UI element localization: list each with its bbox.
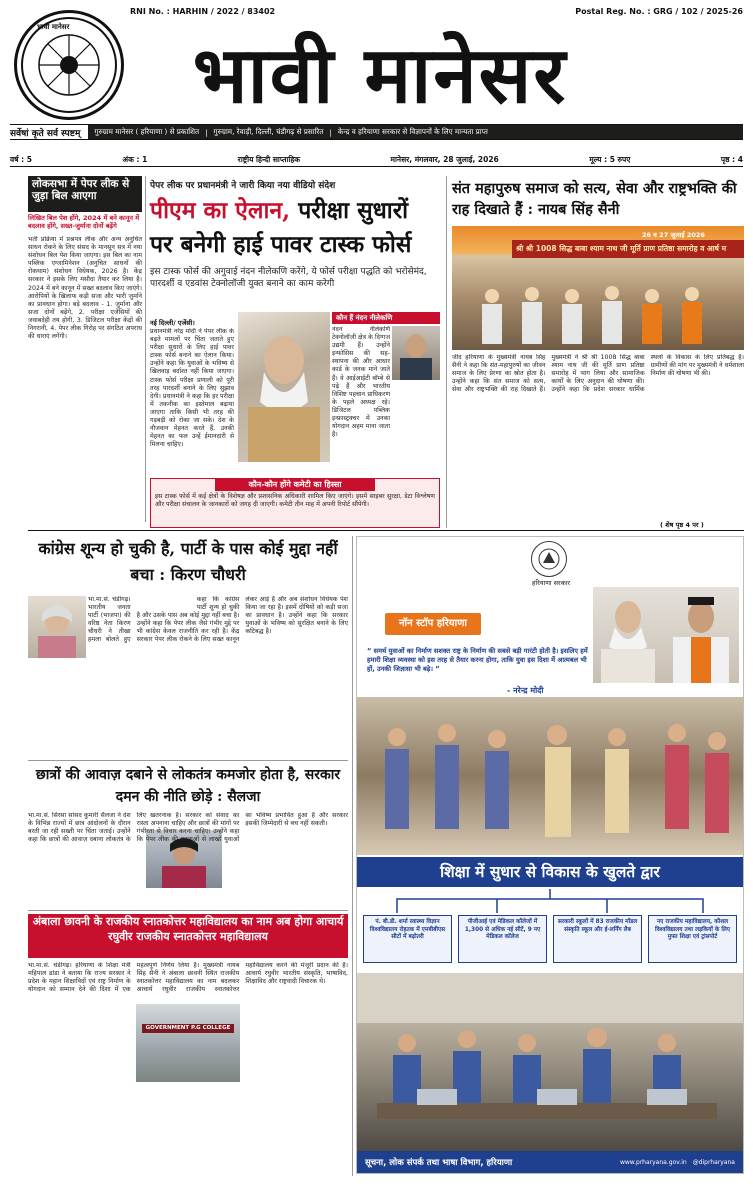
- congress-story-title: कांग्रेस शून्य हो चुकी है, पार्टी के पास कोई मुद्दा नहीं बचा : किरण चौधरी: [38, 539, 338, 584]
- modi-ad-photo: [593, 587, 663, 683]
- right-story-body: जींद हरियाणा के मुख्यमंत्री नायब सिंह सैनी ने कहा कि संत-महापुरुषों का जीवन समाज के लिए प्रेरणा का स्रोत होता है। उन्होंने कहा कि संत समाज को सत्य, सेवा और राष्ट्रभक्ति की राह दिखाते हैं। मुख्यमंत्री ने श्री श्री 1008 सिद्ध बाबा श्याम नाथ जी की मूर्ति प्राण प्रतिष्ठा समारोह में भाग लिया और सामाजिक कार्यों के लिए अनुदान की घोषणा की। उन्होंने कहा कि प्रदेश सरकार धार्मिक स्थलों के विकास के लिए प्रतिबद्ध है। ग्रामीणों की मांग पर मुख्यमंत्री ने धर्मशाला निर्माण की घोषणा भी की।: [452, 354, 744, 394]
- government-advertisement: [356, 536, 744, 1174]
- profile-body: नंदन नीलेकणि टेक्नोलॉजी क्षेत्र के दिग्गज उद्यमी हैं। उन्होंने इन्फोसिस की सह-स्थापना की और आधार कार्ड के जनक माने जाते हैं। वे आईआईटी बॉम्बे से पढ़े हैं और भारतीय विशिष्ट पहचान प्राधिकरण के पहले अध्यक्ष रहे। डिजिटल पब्लिक इन्फ्रास्ट्रक्चर में उनका योगदान अहम माना जाता है।: [332, 326, 390, 439]
- haryana-logo-text: हरियाणा सरकार: [531, 579, 571, 587]
- ad-feature-box: पीजीआई एवं मेडिकल कॉलेजों में 1,300 से अधिक नई सीटें, 9 नए मेडिकल कॉलेज: [458, 915, 547, 963]
- committee-body: इस टास्क फोर्स में कई क्षेत्रों के विशेषज्ञ और प्रशासनिक अधिकारी शामिल किए जाएंगे। इसमें साइबर सुरक्षा, डेटा विश्लेषण और परीक्षा संचालन के जानकारों को जगह दी जाएगी। कमेटी तीन माह में अपनी रिपोर्ट सौंपेगी।: [155, 493, 435, 509]
- left-story-subtitle: लिखित बिल पेश होंगे, 2024 में बने कानून में बदलाव होंगे, सख्त-जुर्माना दोनों बढ़ेंगे: [28, 214, 140, 230]
- tagline-circulated: गुरुग्राम, रेवाड़ी, दिल्ली, चंडीगढ़ से प्रसारित: [213, 127, 324, 136]
- paper-type: राष्ट्रीय हिन्दी साप्ताहिक: [237, 154, 301, 164]
- ad-footer-department: सूचना, लोक संपर्क तथा भाषा विभाग, हरियाणा: [365, 1157, 513, 1168]
- tagline-published: गुरुग्राम मानेसर ( हरियाणा ) से प्रकाशित: [94, 127, 200, 136]
- modi-photo: [238, 312, 330, 462]
- lead-body: प्रधानमंत्री नरेंद्र मोदी ने पेपर लीक के बढ़ते मामलों पर चिंता जताते हुए परीक्षा सुधारों के लिए हाई पावर टास्क फोर्स बनाने का ऐलान किया। उन्होंने कहा कि युवाओं के भविष्य से खिलवाड़ बर्दाश्त नहीं किया जाएगा। टास्क फोर्स परीक्षा प्रणाली को पूरी तरह पारदर्शी बनाने के लिए सुझाव देगी। प्रधानमंत्री ने कहा कि हर परीक्षा में तकनीक का इस्तेमाल बढ़ाया जाएगा ताकि किसी भी तरह की गड़बड़ी को रोका जा सके। देश के नौजवान मेहनत करते हैं, उनकी मेहनत का फल उन्हें ईमानदारी से मिलना चाहिए।: [150, 328, 234, 449]
- haryana-logo-icon: [531, 541, 567, 577]
- college-sign: GOVERNMENT P.G COLLEGE: [142, 1024, 234, 1033]
- ad-footer-handle[interactable]: @diprharyana: [692, 1158, 735, 1166]
- tagline-accredited: केन्द्र व हरियाणा सरकार से विज्ञापनों के लिए मान्यता प्राप्त: [337, 127, 488, 136]
- left-story-title: लोकसभा में पेपर लीक से जुड़ा बिल आएगा: [28, 176, 142, 212]
- issue: अंक : 1: [122, 154, 148, 164]
- event-banner: श्री श्री 1008 सिद्ध बाबा श्याम नाथ जी मूर्ति प्राण प्रतिष्ठा समारोह व आर्ष म: [512, 240, 744, 258]
- lead-deck: इस टास्क फोर्स की अगुवाई नंदन नीलेकणि करेंगे, ये फोर्स परीक्षा पद्धति को भरोसेमंद, पारदर्शी व एडवांस टेक्नोलॉजी युक्त बनाने का काम करेगी: [150, 267, 427, 289]
- right-story-title: संत महापुरुष समाज को सत्य, सेवा और राष्ट्रभक्ति की राह दिखाते हैं : नायब सिंह सैनी: [452, 180, 737, 218]
- left-story-body: भर्ती प्रक्रिया में प्रश्नपत्र लीक और अन्य अनुचित साधन रोकने के लिए संसद के मानसून सत्र में नया संशोधन बिल पेश किया जाएगा। इस बिल का नाम पब्लिक एग्जामिनेशन (अनुचित साधनों की रोकथाम) संशोधन विधेयक, 2026 है। केंद्र सरकार ने इसके लिए मसौदा तैयार कर लिया है। 2024 में बने कानून में सख्त बदलाव किए जाएंगे। आरोपियों के खिलाफ कड़ी सजा और भारी जुर्माने का प्रावधान होगा। बड़े बदलाव - 1. जुर्माना और सजा दोनों बढ़ेंगे, 2. परीक्षा एजेंसियों की जवाबदेही तय होगी, 3. डिजिटल परीक्षा केंद्रों की निगरानी, 4. पेपर लीक गिरोह पर संगठित अपराध की धाराएं लगेंगी।: [28, 236, 142, 341]
- ad-quote: “ समर्थ युवाओं का निर्माण सशक्त राष्ट्र के निर्माण की सबसे बड़ी गारंटी होती है। इसलिए हमें हमारी शिक्षा व्यवस्था को इस तरह से तैयार करना होगा, ताकि युवा इस दिशा में आत्मबल भी हों, उनकी जिज्ञासा भी बढ़े। ”: [367, 647, 588, 673]
- ad-feature-boxes: [363, 915, 737, 963]
- newspaper-title: भावी मानेसर: [192, 30, 568, 121]
- ambala-story-body: भा.मा.सं. चंडीगढ़। हरियाणा के शिक्षा मंत्री महिपाल ढांडा ने बताया कि राज्य सरकार ने प्रदेश के महान शिक्षाविदों एवं राष्ट्र निर्माण के योगदान को सम्मान देने की दिशा में एक महत्वपूर्ण निर्णय लिया है। मुख्यमंत्री नायब सिंह सैनी ने अंबाला छावनी स्थित राजकीय स्नातकोत्तर महाविद्यालय का नाम बदलकर आचार्य रघुवीर राजकीय स्नातकोत्तर महाविद्यालय करने की मंजूरी प्रदान की है। आचार्य रघुवीर भारतीय संस्कृति, भाषाविद, शिक्षाविद और राष्ट्रवादी विचारक थे।: [28, 962, 348, 994]
- ad-footer: [357, 1151, 743, 1173]
- ad-feature-box: सरकारी स्कूलों में 83 राजकीय मॉडल संस्कृति स्कूल और ई-लर्निंग लैब: [553, 915, 642, 963]
- lead-headline-line2: पर बनेगी हाई पावर टास्क फोर्स: [150, 231, 412, 258]
- lead-headline-black: परीक्षा सुधारों: [298, 197, 409, 224]
- lead-kicker: पेपर लीक पर प्रधानमंत्री ने जारी किया नया वीडियो संदेश: [150, 181, 336, 191]
- non-stop-haryana-badge: नॉन स्टॉप हरियाणा: [385, 613, 481, 635]
- saini-ad-photo: [663, 587, 739, 683]
- congress-story-text: भा.मा.सं. चंडीगढ़। भारतीय जनता पार्टी (भाजपा) की वरिष्ठ नेता किरण चौधरी ने तीखा हमला बोलते हुए कहा कि कांग्रेस पार्टी शून्य हो चुकी है और उसके पास अब कोई मुद्दा नहीं बचा है। उन्होंने कहा कि पेपर लीक जैसे गंभीर मुद्दे पर भी कांग्रेस केवल राजनीति कर रही है। केंद्र सरकार पेपर लीक रोकने के लिए सख्त कानून लेकर आई है और अब संशोधन विधेयक पेश किया जा रहा है। इसमें दोषियों को कड़ी सजा का प्रावधान है। उन्होंने कहा कि सरकार युवाओं के भविष्य को सुरक्षित बनाने के लिए कटिबद्ध है।: [88, 596, 348, 644]
- year: वर्ष : 5: [10, 154, 32, 164]
- emblem-text: भावी मानेसर: [37, 23, 70, 31]
- event-banner-date: 26 व 27 जुलाई 2026: [642, 231, 705, 239]
- info-bar: [10, 153, 743, 167]
- postal-reg-number: Postal Reg. No. : GRG / 102 / 2025-26: [575, 7, 743, 16]
- students-photo: [357, 697, 743, 855]
- ad-footer-website[interactable]: www.prharyana.gov.in: [619, 1158, 687, 1166]
- tagline-strip: गुरुग्राम मानेसर ( हरियाणा ) से प्रकाशित | गुरुग्राम, रेवाड़ी, दिल्ली, चंडीगढ़ से प्रसारित | केन्द्र व हरियाणा सरकार से विज्ञापनों के लिए मान्यता प्राप्त: [88, 125, 743, 139]
- committee-box: [150, 478, 440, 528]
- ad-quote-author: - नरेन्द्र मोदी: [507, 686, 544, 695]
- lead-headline-red: पीएम का ऐलान,: [150, 197, 291, 224]
- issue-date: मानेसर, मंगलवार, 28 जुलाई, 2026: [390, 154, 499, 164]
- lead-headline-line1: [150, 196, 450, 226]
- ad-feature-box: पं. बी.डी. शर्मा स्वास्थ्य विज्ञान विश्वविद्यालय रोहतक में एमबीबीएस सीटों में बढ़ोतरी: [363, 915, 452, 963]
- committee-title: कौन-कौन होंगे कमेटी का हिस्सा: [215, 479, 375, 491]
- newspaper-emblem: [14, 10, 124, 120]
- motto: सर्वेषां कृते सर्व स्पष्टम्: [10, 128, 81, 139]
- lead-dateline: नई दिल्ली/ एजेंसी।: [150, 319, 195, 327]
- rni-number: RNI No. : HARHIN / 2022 / 83402: [130, 7, 276, 16]
- selja-story-body: भा.मा.सं. सिरसा सांसद कुमारी सैलजा ने देश के विभिन्न राज्यों में छात्र आंदोलनों के दौरान बरती जा रही सख्ती पर चिंता जताई। उन्होंने कहा कि छात्रों की आवाज़ दबाना लोकतंत्र के लिए खतरनाक है। सरकार को संवाद का रास्ता अपनाना चाहिए और छात्रों की मांगों पर गंभीरता से विचार करना चाहिए। उन्होंने कहा कि पेपर लीक की घटनाओं से लाखों युवाओं का भविष्य प्रभावित हुआ है और सरकार इसकी जिम्मेदारी से बच नहीं सकती।: [28, 812, 348, 844]
- page-number: पृष्ठ : 4: [720, 154, 743, 164]
- event-photo: [452, 226, 744, 350]
- price: मूल्य : 5 रुपए: [589, 154, 631, 164]
- profile-title: कौन हैं नंदन नीलेकणि: [332, 312, 440, 324]
- selja-story-title: छात्रों की आवाज़ दबाने से लोकतंत्र कमजोर होता है, सरकार दमन की नीति छोड़े : सैलजा: [35, 767, 341, 805]
- tagline-bar: [10, 124, 743, 140]
- congress-story-body: [28, 596, 348, 756]
- classroom-photo: [357, 973, 743, 1151]
- ad-headline: शिक्षा में सुधार से विकास के खुलते द्वार: [357, 857, 743, 887]
- nilekani-photo: [392, 326, 440, 380]
- continued-note: ( शेष पृष्ठ 4 पर ): [660, 521, 704, 529]
- ambala-story-title: अंबाला छावनी के राजकीय स्नातकोत्तर महाविद्यालय का नाम अब होगा आचार्य रघुवीर राजकीय स्नातकोत्तर महाविद्यालय: [28, 914, 348, 958]
- ad-feature-box: नए राजकीय महाविद्यालय, कौशल विश्वविद्यालय तथा लड़कियों के लिए मुफ्त शिक्षा एवं ट्रांसपोर्ट: [648, 915, 737, 963]
